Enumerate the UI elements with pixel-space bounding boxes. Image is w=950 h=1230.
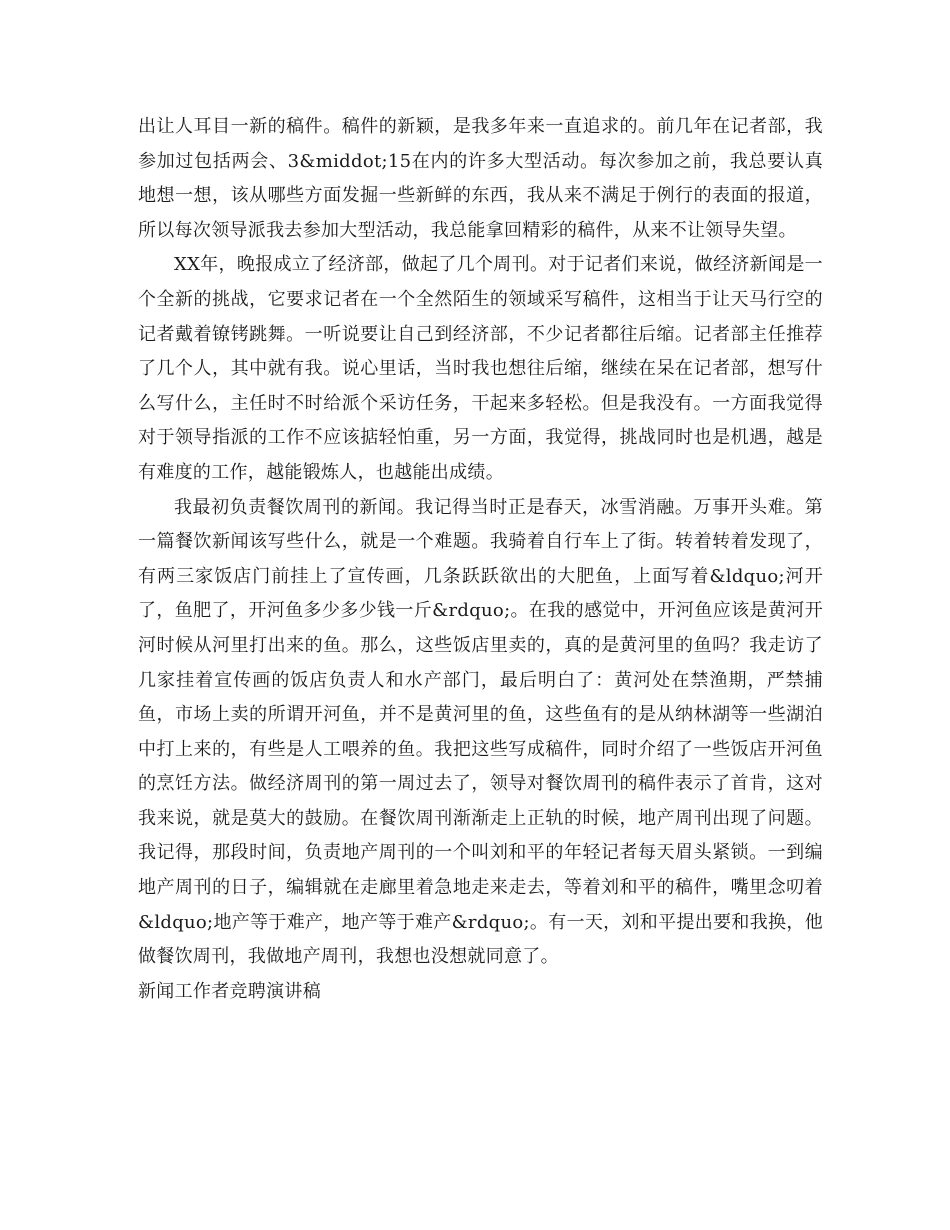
paragraph-2: XX年，晚报成立了经济部，做起了几个周刊。对于记者们来说，做经济新闻是一个全新的挑战，它要求记者在一个全然陌生的领域采写稿件，这相当于让天马行空的记者戴着镣铐跳舞。一听说要让自己到经济部，不少记者都往后缩。记者部主任推荐了几个人，其中就有我。说心里话，当时我也想往后缩，继续在呆在记者部，想写什么写什么，主任时不时给派个采访任务，干起来多轻松。但是我没有。一方面我觉得对于领导指派的工作不应该掂轻怕重，另一方面，我觉得，挑战同时也是机遇，越是有难度的工作，越能锻炼人，也越能出成绩。 — [138, 254, 823, 483]
document-body — [138, 110, 823, 1009]
paragraph-3: 我最初负责餐饮周刊的新闻。我记得当时正是春天，冰雪消融。万事开头难。第一篇餐饮新闻该写些什么，就是一个难题。我骑着自行车上了街。转着转着发现了，有两三家饭店门前挂上了宣传画，几条跃跃欲出的大肥鱼，上面写着&ldquo;河开了，鱼肥了，开河鱼多少多少钱一斤&rdquo;。在我的感觉中，开河鱼应该是黄河开河时候从河里打出来的鱼。那么，这些饭店里卖的，真的是黄河里的鱼吗？我走访了几家挂着宣传画的饭店负责人和水产部门，最后明白了：黄河处在禁渔期，严禁捕鱼，市场上卖的所谓开河鱼，并不是黄河里的鱼，这些鱼有的是从纳林湖等一些湖泊中打上来的，有些是人工喂养的鱼。我把这些写成稿件，同时介绍了一些饭店开河鱼的烹饪方法。做经济周刊的第一周过去了，领导对餐饮周刊的稿件表示了首肯，这对我来说，就是莫大的鼓励。在餐饮周刊渐渐走上正轨的时候，地产周刊出现了问题。我记得，那段时间，负责地产周刊的一个叫刘和平的年轻记者每天眉头紧锁。一到编地产周刊的日子，编辑就在走廊里着急地走来走去，等着刘和平的稿件，嘴里念叨着&ldquo;地产等于难产，地产等于难产&rdquo;。有一天，刘和平提出要和我换，他做餐饮周刊，我做地产周刊，我想也没想就同意了。 — [138, 496, 823, 968]
paragraph-1: 出让人耳目一新的稿件。稿件的新颖，是我多年来一直追求的。前几年在记者部，我参加过包括两会、3&middot;15在内的许多大型活动。每次参加之前，我总要认真地想一想，该从哪些方面发掘一些新鲜的东西，我从来不满足于例行的表面的报道，所以每次领导派我去参加大型活动，我总能拿回精彩的稿件，从来不让领导失望。 — [138, 116, 823, 241]
document-title-footer: 新闻工作者竞聘演讲稿 — [138, 980, 321, 1002]
